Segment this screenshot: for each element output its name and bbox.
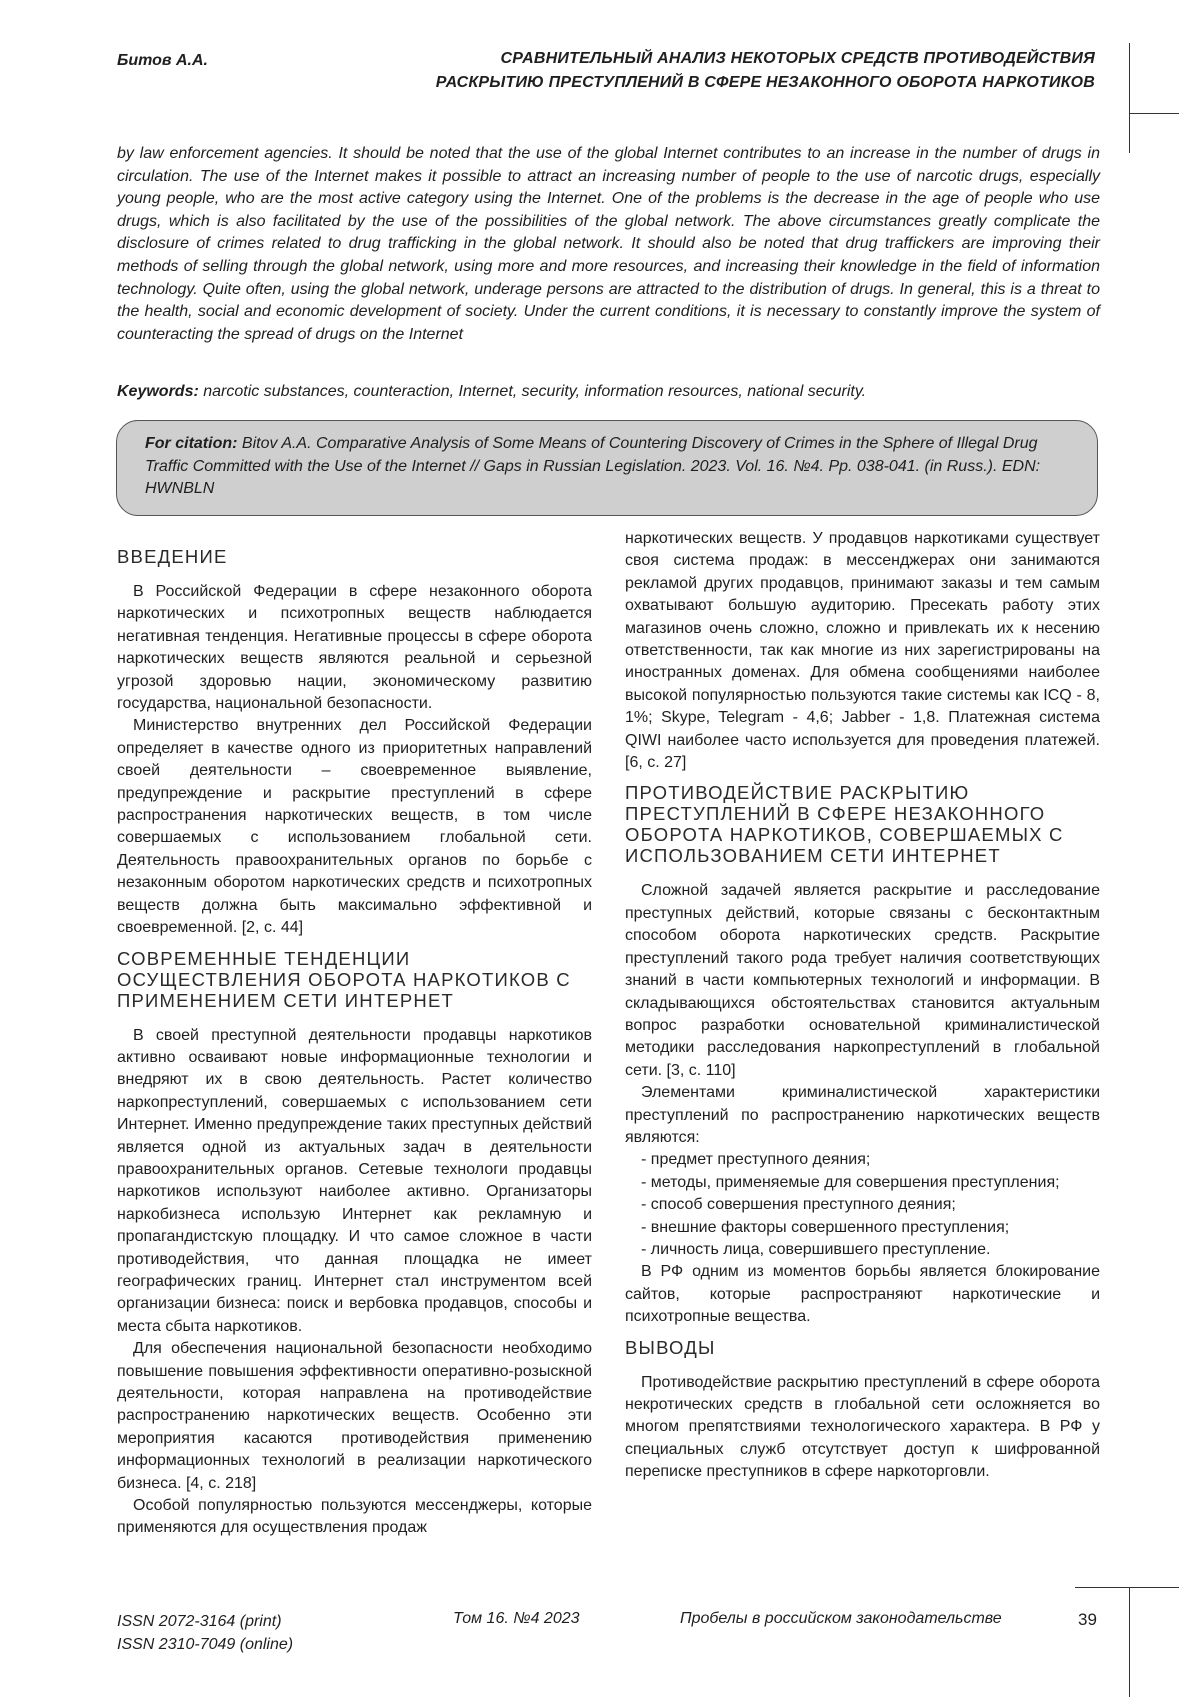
paragraph: Для обеспечения национальной безопасности необходимо повышение повышения эффективности оперативно-розыскной деятельности, которая направлена на противодействие распространению наркотических веществ. Особенно эти мероприятия касаются противодействия применению информационных технологий в реализации наркотического бизнеса. [4, с. 218] bbox=[117, 1340, 592, 1492]
list-item: - методы, применяемые для совершения преступления; bbox=[641, 1173, 1060, 1191]
left-column bbox=[117, 536, 592, 1540]
paragraph-continued: наркотических веществ. У продавцов наркотиками существует своя система продаж: в мессенджерах они занимаются рекламой других продавцов, принимают заказы и тем самым охватывают большую аудиторию. Пресекать работу этих магазинов очень сложно, сложно и привлекать их к несению ответственности, так как многие из них зарегистрированы на иностранных доменах. Для обмена сообщениями наиболее высокой популярностью пользуются такие системы как ICQ - 8, 1%; Skype, Telegram - 4,6; Jabber - 1,8. Платежная система QIWI наиболее часто используется для проведения платежей. [6, с. 27] bbox=[625, 530, 1100, 772]
footer-journal-name: Пробелы в российском законодательстве bbox=[680, 1610, 1002, 1627]
heading-modern-trends: СОВРЕМЕННЫЕ ТЕНДЕНЦИИ ОСУЩЕСТВЛЕНИЯ ОБОРОТА НАРКОТИКОВ С ПРИМЕНЕНИЕМ СЕТИ ИНТЕРНЕТ bbox=[117, 947, 571, 1011]
list-item: - предмет преступного деяния; bbox=[641, 1151, 871, 1169]
heading-counteraction: ПРОТИВОДЕЙСТВИЕ РАСКРЫТИЮ ПРЕСТУПЛЕНИЙ В СФЕРЕ НЕЗАКОННОГО ОБОРОТА НАРКОТИКОВ, СОВЕРШАЕМЫХ С ИСПОЛЬЗОВАНИЕМ СЕТИ ИНТЕРНЕТ bbox=[625, 782, 1064, 867]
paragraph: Особой популярностью пользуются мессенджеры, которые применяются для осуществления продаж bbox=[117, 1497, 592, 1537]
running-header-title-line-2: РАСКРЫТИЮ ПРЕСТУПЛЕНИЙ В СФЕРЕ НЕЗАКОННОГО ОБОРОТА НАРКОТИКОВ bbox=[435, 74, 1095, 91]
paragraph: В Российской Федерации в сфере незаконного оборота наркотических и психотропных веществ наблюдается негативная тенденция. Негативные процессы в сфере оборота наркотических веществ являются реальной и серьезной угрозой здоровью нации, экономическому развитию государства, национальной безопасности. bbox=[117, 583, 592, 713]
list-item: - способ совершения преступного деяния; bbox=[641, 1196, 956, 1214]
list-item: - личность лица, совершившего преступление. bbox=[641, 1240, 991, 1258]
page-number: 39 bbox=[1078, 1610, 1097, 1629]
corner-rule-top-vertical bbox=[1129, 43, 1130, 153]
running-header-title-line-1: СРАВНИТЕЛЬНЫЙ АНАЛИЗ НЕКОТОРЫХ СРЕДСТВ ПРОТИВОДЕЙСТВИЯ bbox=[500, 50, 1095, 67]
heading-conclusions: ВЫВОДЫ bbox=[625, 1336, 716, 1358]
footer-volume: Том 16. №4 2023 bbox=[453, 1610, 580, 1627]
footer-issn-print: ISSN 2072-3164 (print) bbox=[117, 1613, 282, 1630]
running-header-title bbox=[275, 47, 1095, 95]
citation-text: Bitov A.A. Comparative Analysis of Some Means of Countering Discovery of Crimes in the Sphere of Illegal Drug Traffic Committed with the Use of the Internet // Gaps in Russian Legislation. 2023. Vol. 16. №4. Pp. 038-041. (in Russ.). EDN: HWNBLN bbox=[145, 435, 1041, 497]
keywords-text: narcotic substances, counteraction, Internet, security, information resources, national security. bbox=[203, 383, 867, 400]
paragraph: Элементами криминалистической характеристики преступлений по распространению наркотических веществ являются: bbox=[625, 1084, 1100, 1146]
paragraph: Министерство внутренних дел Российской Федерации определяет в качестве одного из приоритетных направлений своей деятельности – своевременное выявление, предупреждение и раскрытие преступлений в сфере распространения наркотических веществ, в том числе совершаемых с использованием глобальной сети. Деятельность правоохранительных органов по борьбе с незаконным оборотом наркотических средств и психотропных веществ должна быть максимально эффективной и своевременной. [2, с. 44] bbox=[117, 717, 592, 937]
abstract-text: by law enforcement agencies. It should be noted that the use of the global Internet contributes to an increase in the number of drugs in circulation. The use of the Internet makes it possible to attract an increasing number of people to the use of narcotic drugs, especially young people, who are the most active category using the Internet. One of the problems is the decrease in the age of people who use drugs, which is also facilitated by the use of the possibilities of the global network. The above circumstances greatly complicate the disclosure of crimes related to drug trafficking in the global network. It should also be noted that drug traffickers are improving their methods of selling through the global network, using more and more resources, and increasing their knowledge in the field of information technology. Quite often, using the global network, underage persons are attracted to the distribution of drugs. In general, this is a threat to the health, social and economic development of society. Under the current conditions, it is necessary to constantly improve the system of counteracting the spread of drugs on the Internet bbox=[117, 145, 1100, 343]
citation-box bbox=[116, 420, 1098, 516]
paragraph: Сложной задачей является раскрытие и расследование преступных действий, которые связаны с бесконтактным способом оборота наркотических средств. Раскрытие преступлений такого рода требует наличия соответствующих знаний в части компьютерных технологий и информации. В складывающихся обстоятельствах становится актуальным вопрос разработки основательной криминалистической методики расследования наркопреступлений в глобальной сети. [3, с. 110] bbox=[625, 882, 1100, 1079]
paragraph: В РФ одним из моментов борьбы является блокирование сайтов, которые распространяют наркотические и психотропные вещества. bbox=[625, 1263, 1100, 1326]
footer-issn bbox=[117, 1610, 293, 1656]
corner-rule-bottom-horizontal bbox=[1075, 1587, 1179, 1588]
heading-introduction: ВВЕДЕНИЕ bbox=[117, 546, 228, 567]
characteristics-list bbox=[625, 1149, 1100, 1261]
citation-label: For citation: bbox=[145, 435, 238, 452]
paragraph: Противодействие раскрытию преступлений в сфере оборота некротических средств в глобальной сети осложняется во многом препятствиями технологического характера. В РФ у специальных служб отсутствует доступ к шифрованной переписке преступников в сфере наркоторговли. bbox=[625, 1373, 1100, 1481]
list-item: - внешние факторы совершенного преступления; bbox=[641, 1218, 1010, 1236]
keywords bbox=[117, 383, 1100, 401]
corner-rule-bottom-vertical bbox=[1129, 1587, 1130, 1697]
corner-rule-top-horizontal bbox=[1129, 113, 1179, 114]
footer-issn-online: ISSN 2310-7049 (online) bbox=[117, 1636, 294, 1653]
keywords-label: Keywords: bbox=[117, 383, 199, 400]
running-header-author: Битов А.А. bbox=[117, 52, 208, 69]
paragraph: В своей преступной деятельности продавцы наркотиков активно осваивают новые информационные технологии и внедряют их в свою деятельность. Растет количество наркопреступлений, совершаемых с использованием сети Интернет. Именно предупреждение таких преступных действий является одной из актуальных задач в деятельности правоохранительных органов. Сетевые технологи продавцы наркотиков используют наиболее активно. Организаторы наркобизнеса использую Интернет как рекламную и пропагандистскую площадку. И что самое сложное в части противодействия, что данная площадка не имеет географических границ. Интернет стал инструментом всей организации бизнеса: поиск и вербовка продавцов, способы и места сбыта наркотиков. bbox=[117, 1026, 592, 1335]
right-column bbox=[625, 528, 1100, 1484]
